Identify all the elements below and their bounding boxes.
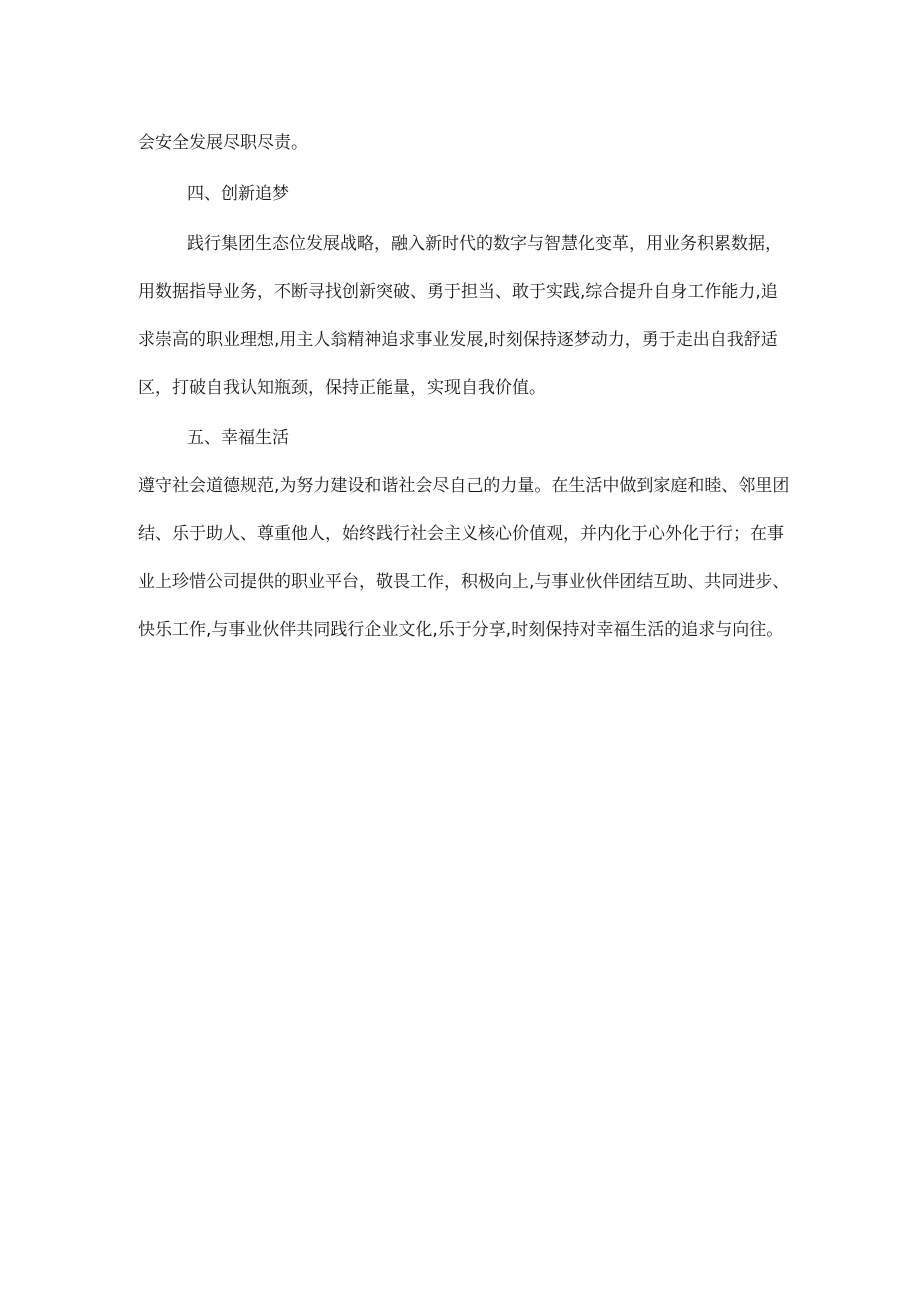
paragraph-line: 快乐工作,与事业伙伴共同践行企业文化,乐于分享,时刻保持对幸福生活的追求与向往。 — [138, 620, 784, 640]
paragraph-line: 求崇高的职业理想,用主人翁精神追求事业发展,时刻保持逐梦动力，勇于走出自我舒适 — [138, 330, 778, 350]
paragraph-line: 用数据指导业务，不断寻找创新突破、勇于担当、敢于实践,综合提升自身工作能力,追 — [138, 282, 778, 302]
paragraph-continuation: 会安全发展尽职尽责。 — [138, 133, 308, 153]
paragraph-line: 结、乐于助人、尊重他人，始终践行社会主义核心价值观，并内化于心外化于行；在事 — [138, 524, 784, 544]
section-heading-5: 五、幸福生活 — [187, 428, 289, 448]
paragraph-line: 践行集团生态位发展战略，融入新时代的数字与智慧化变革，用业务积累数据， — [187, 234, 782, 254]
paragraph-line: 区，打破自我认知瓶颈，保持正能量，实现自我价值。 — [138, 378, 546, 398]
paragraph-line: 遵守社会道德规范,为努力建设和谐社会尽自己的力量。在生活中做到家庭和睦、邻里团 — [138, 476, 790, 496]
paragraph-line: 业上珍惜公司提供的职业平台，敬畏工作，积极向上,与事业伙伴团结互助、共同进步、 — [138, 572, 790, 592]
section-heading-4: 四、创新追梦 — [187, 184, 289, 204]
